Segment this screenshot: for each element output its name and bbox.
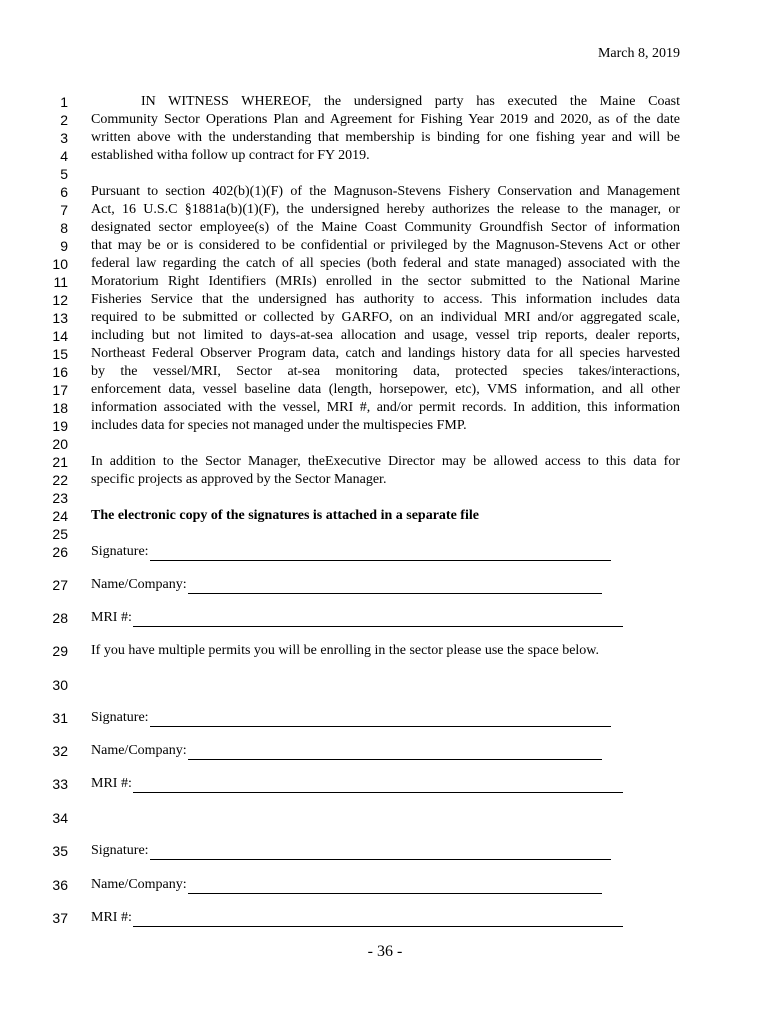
- paragraph-line: federal law regarding the catch of all species (both federal and state managed) associated with the: [91, 256, 680, 271]
- mri-line[interactable]: [133, 778, 623, 793]
- paragraph-line: specific projects as approved by the Sector Manager.: [91, 472, 387, 487]
- name-company-field[interactable]: [91, 576, 602, 594]
- line-number: 18: [52, 400, 68, 416]
- line-number: 10: [52, 256, 68, 272]
- line-number: 28: [52, 610, 68, 626]
- name-company-label: Name/Company:: [91, 577, 187, 592]
- line-number: 36: [52, 877, 68, 893]
- paragraph-line: Act, 16 U.S.C §1881a(b)(1)(F), the undersigned hereby authorizes the release to the manager, or: [91, 202, 680, 217]
- line-number: 19: [52, 418, 68, 434]
- signature-field[interactable]: [91, 709, 611, 727]
- line-number: 25: [52, 526, 68, 542]
- line-number: 37: [52, 910, 68, 926]
- mri-field[interactable]: [91, 609, 623, 627]
- line-number: 14: [52, 328, 68, 344]
- name-company-line[interactable]: [188, 879, 602, 894]
- signature-field[interactable]: [91, 543, 611, 561]
- line-number: 32: [52, 743, 68, 759]
- line-number: 11: [53, 274, 68, 290]
- line-number: 27: [52, 577, 68, 593]
- paragraph-line: designated sector employee(s) of the Maine Coast Community Groundfish Sector of information: [91, 220, 680, 235]
- line-number: 1: [60, 94, 68, 110]
- date: March 8, 2019: [597, 46, 680, 61]
- line-number: 17: [52, 382, 68, 398]
- line-number: 33: [52, 776, 68, 792]
- mri-line[interactable]: [133, 912, 623, 927]
- line-number: 15: [52, 346, 68, 362]
- paragraph-line: including but not limited to days-at-sea allocation and usage, vessel trip reports, dealer reports,: [91, 328, 680, 343]
- line-number: 31: [52, 710, 68, 726]
- signature-field[interactable]: [91, 842, 611, 860]
- line-number: 4: [60, 148, 68, 164]
- line-number: 29: [52, 643, 68, 659]
- signature-label: Signature:: [91, 710, 149, 725]
- line-number: 13: [52, 310, 68, 326]
- line-number: 34: [52, 810, 68, 826]
- line-number: 3: [60, 130, 68, 146]
- line-number: 30: [52, 677, 68, 693]
- paragraph-line: enforcement data, vessel baseline data (length, horsepower, etc), VMS information, and all other: [91, 382, 680, 397]
- signature-label: Signature:: [91, 843, 149, 858]
- paragraph-line: information associated with the vessel, MRI #, and/or permit records. In addition, this information: [91, 400, 680, 415]
- signature-line[interactable]: [150, 845, 611, 860]
- line-number: 8: [60, 220, 68, 236]
- paragraph-line: Northeast Federal Observer Program data, catch and landings history data for all species harvested: [91, 346, 680, 361]
- paragraph-line: IN WITNESS WHEREOF, the undersigned party has executed the Maine Coast: [141, 94, 680, 109]
- mri-line[interactable]: [133, 612, 623, 627]
- paragraph-line: that may be or is considered to be confidential or privileged by the Magnuson-Stevens Act or other: [91, 238, 680, 253]
- name-company-field[interactable]: [91, 742, 602, 760]
- paragraph-line: Moratorium Right Identifiers (MRIs) enrolled in the sector submitted to the National Marine: [91, 274, 680, 289]
- paragraph-line: Fisheries Service that the undersigned has authority to access. This information includes data: [91, 292, 680, 307]
- mri-label: MRI #:: [91, 610, 132, 625]
- signature-label: Signature:: [91, 544, 149, 559]
- mri-label: MRI #:: [91, 910, 132, 925]
- line-number: 7: [60, 202, 68, 218]
- paragraph-line: required to be submitted or collected by GARFO, on an individual MRI and/or aggregated scale,: [91, 310, 680, 325]
- line-number: 12: [52, 292, 68, 308]
- line-number: 5: [60, 166, 68, 182]
- line-number: 21: [52, 454, 68, 470]
- line-number: 24: [52, 508, 68, 524]
- line-number: 6: [60, 184, 68, 200]
- paragraph-line: by the vessel/MRI, Sector at-sea monitoring data, protected species takes/interactions,: [91, 364, 680, 379]
- line-number: 20: [52, 436, 68, 452]
- line-number: 9: [60, 238, 68, 254]
- name-company-field[interactable]: [91, 876, 602, 894]
- mri-field[interactable]: [91, 775, 623, 793]
- paragraph-line: written above with the understanding that membership is binding for one fishing year and will be: [91, 130, 680, 145]
- paragraph-line: Pursuant to section 402(b)(1)(F) of the Magnuson-Stevens Fishery Conservation and Management: [91, 184, 680, 199]
- signature-notice: The electronic copy of the signatures is attached in a separate file: [91, 508, 479, 523]
- paragraph-line: includes data for species not managed under the multispecies FMP.: [91, 418, 467, 433]
- name-company-line[interactable]: [188, 745, 602, 760]
- name-company-label: Name/Company:: [91, 743, 187, 758]
- line-number: 23: [52, 490, 68, 506]
- page-number: - 36 -: [367, 943, 403, 960]
- name-company-line[interactable]: [188, 579, 602, 594]
- name-company-label: Name/Company:: [91, 877, 187, 892]
- paragraph-line: Community Sector Operations Plan and Agreement for Fishing Year 2019 and 2020, as of the date: [91, 112, 680, 127]
- line-number: 2: [60, 112, 68, 128]
- mri-field[interactable]: [91, 909, 623, 927]
- signature-line[interactable]: [150, 712, 611, 727]
- multiple-permits-note: If you have multiple permits you will be enrolling in the sector please use the space below.: [91, 643, 600, 658]
- line-number: 16: [52, 364, 68, 380]
- line-number: 35: [52, 843, 68, 859]
- mri-label: MRI #:: [91, 776, 132, 791]
- line-number: 22: [52, 472, 68, 488]
- line-number: 26: [52, 544, 68, 560]
- paragraph-line: established witha follow up contract for FY 2019.: [91, 148, 370, 163]
- signature-line[interactable]: [150, 546, 611, 561]
- paragraph-line: In addition to the Sector Manager, theExecutive Director may be allowed access to this data for: [91, 454, 680, 469]
